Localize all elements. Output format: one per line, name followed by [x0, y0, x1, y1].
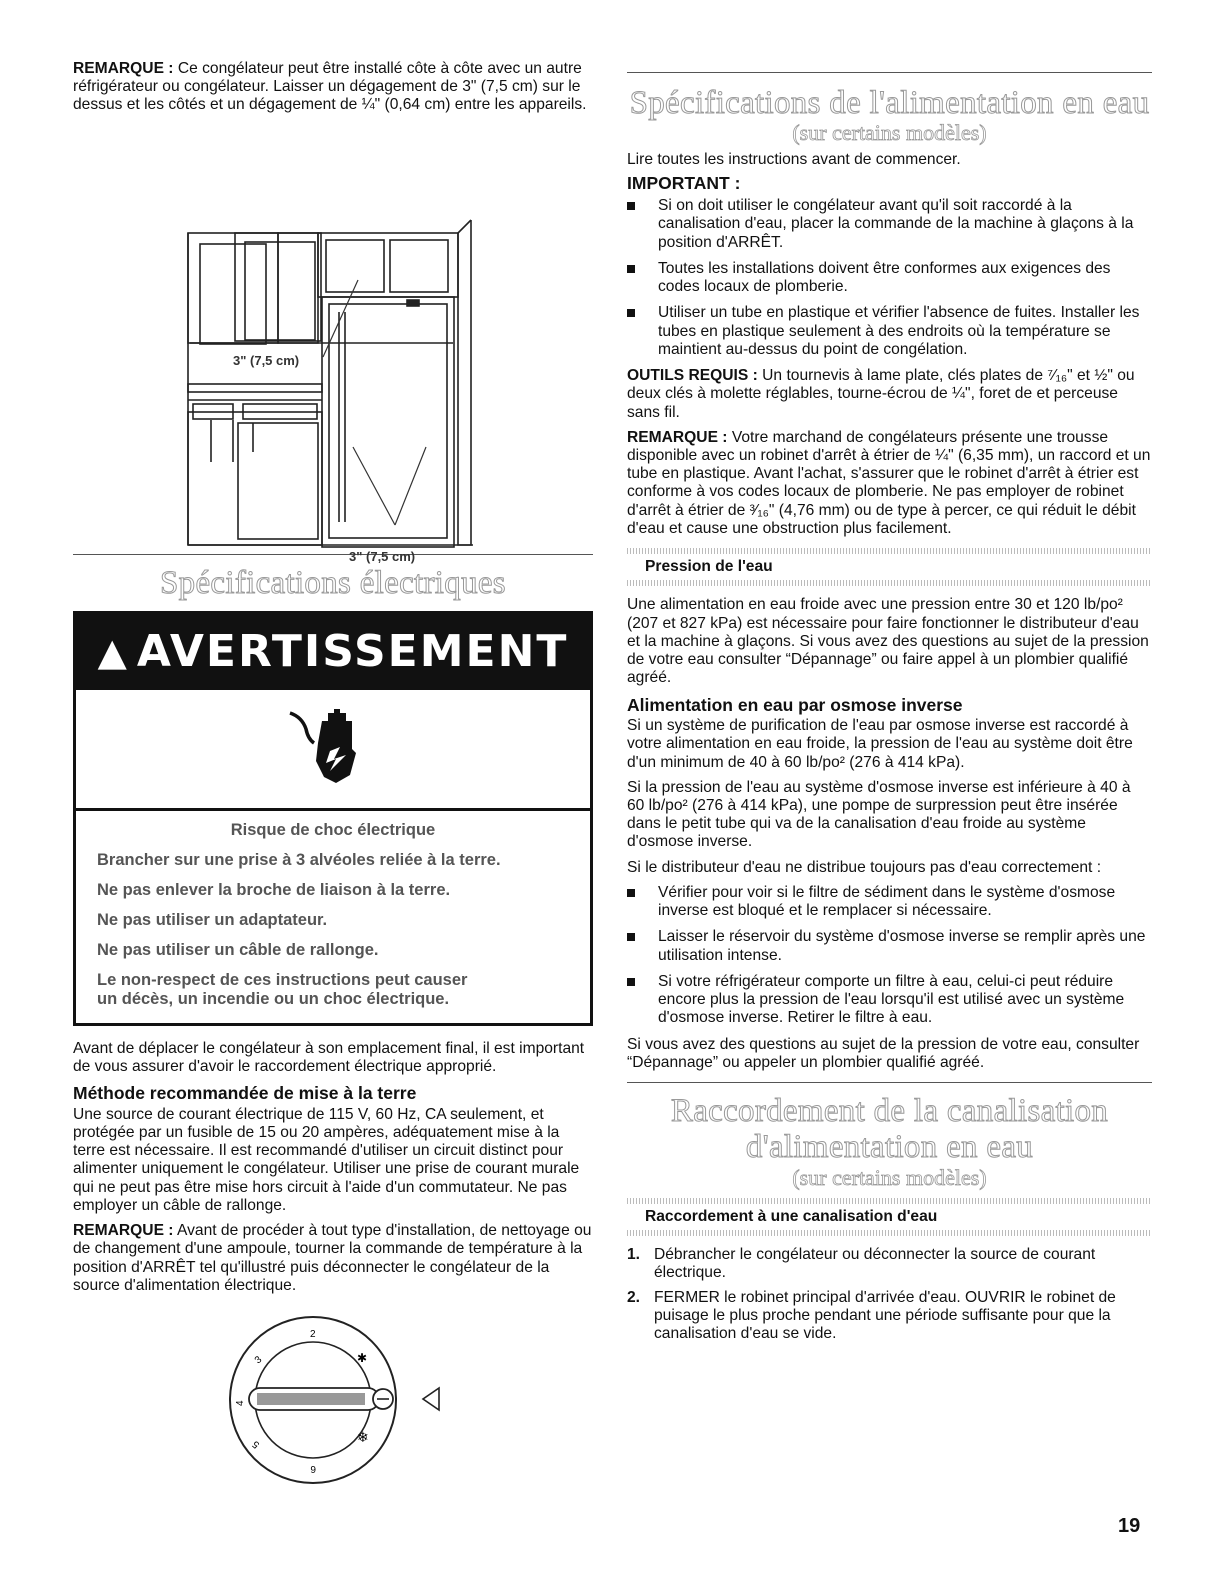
hatched-divider	[627, 580, 1152, 586]
kit-note	[627, 429, 1152, 538]
water-pressure-text: Une alimentation en eau froide avec une pression entre 30 et 120 lb/po² (207 et 827 kPa) est nécessaire pour faire fonctionner le distributeur d'eau et la machine à glaçons. Si vous avez des questions au sujet de la pression de votre eau consulter “Dépannage” ou faire appel à un plombier qualifié agréé.	[627, 596, 1149, 687]
warning-line-2: Brancher sur une prise à 3 alvéoles reliée à la terre.	[97, 850, 501, 869]
note-text: Votre marchand de congélateurs présente une trousse disponible avec un robinet d'arrêt à étrier de ¼" (6,35 mm), un raccord et un tube en plastique. Avant l'achat, s'assurer que le robinet d'arrêt à étrier est conforme à vos codes locaux de plomberie. Ne pas employer de robinet d'arrêt à étrier de ³⁄₁₆" (4,76 mm) ou de type à percer, ce qui réduit le débit d'eau et cause une obstruction plus facilement.	[627, 428, 1151, 537]
warning-line-5: Ne pas utiliser un câble de rallonge.	[97, 940, 379, 959]
square-bullet-icon	[627, 202, 635, 210]
note-label: REMARQUE :	[627, 428, 728, 446]
dial-snowflake-icon: ❄	[357, 1430, 369, 1447]
electric-shock-hand-icon	[278, 699, 388, 799]
grounding-method-text: Une source de courant électrique de 115 V, 60 Hz, CA seulement, et protégée par un fusible de 15 ou 20 ampères, adéquatement mise à la terre est nécessaire. Il est recommandé d'utiliser un circuit distinct pour alimenter uniquement le congélateur. Utiliser une prise de courant murale qui ne peut pas être mise hors circuit à l'aide d'un commutateur. Ne pas employer un câble de rallonge.	[73, 1105, 580, 1214]
step-number: 2.	[627, 1288, 641, 1306]
right-column	[627, 72, 1152, 1349]
section-title-connection-2: d'alimentation en eau	[745, 1129, 1034, 1166]
note2-label: REMARQUE :	[73, 1222, 174, 1240]
tools-label: OUTILS REQUIS :	[627, 367, 758, 385]
step-text: FERMER le robinet principal d'arrivée d'eau. OUVRIR le robinet de puisage le plus proche pendant une période suffisante pour que la canalisation d'eau se vide.	[654, 1288, 1116, 1342]
side-clearance-label: 3" (7,5 cm)	[233, 352, 300, 368]
important-label: IMPORTANT :	[627, 172, 741, 193]
temperature-dial-illustration	[73, 1302, 593, 1492]
warning-title: AVERTISSEMENT	[136, 626, 569, 678]
list-item-text: Laisser le réservoir du système d'osmose inverse se remplir après une utilisation intense.	[658, 928, 1146, 964]
section-subtitle-water: (sur certains modèles)	[792, 120, 987, 146]
warning-triangle-icon: ▲	[97, 629, 129, 674]
warning-icon-area	[76, 690, 590, 811]
note-label: REMARQUE :	[73, 60, 174, 77]
reverse-osmosis-text-1: Si un système de purification de l'eau par osmose inverse est raccordé à votre alimentation en eau froide, la pression de l'eau au système doit être d'un minimum de 40 à 60 lb/po² (276 à 414 kPa).	[627, 717, 1133, 771]
reverse-osmosis-text-2: Si la pression de l'eau au système d'osmose inverse est inférieure à 40 à 60 lb/po² (276 à 414 kPa), une pompe de surpression peut être insérée dans le petit tube qui va de la canalisation d'eau froide au système d'osmose inverse.	[627, 778, 1131, 851]
dial-dot-icon: ✱	[357, 1351, 368, 1366]
cabinet-clearance-illustration	[73, 122, 593, 564]
section-title-water: Spécifications de l'alimentation en eau	[629, 85, 1150, 121]
hatched-divider	[627, 1230, 1152, 1236]
divider	[627, 1082, 1152, 1083]
tools-text: Un tournevis à lame plate, clés plates de ⁷⁄₁₆" et ½" ou deux clés à molette réglables, tourne-écrou de ¼", foret de et perceuse sans fil.	[627, 367, 1135, 421]
square-bullet-icon	[627, 265, 635, 273]
clearance-note	[73, 60, 593, 115]
section-title-electrical: Spécifications électriques	[160, 564, 506, 601]
dial-mark-5: 5	[250, 1438, 262, 1451]
list-item	[627, 260, 1152, 296]
list-item	[627, 928, 1152, 964]
tools-required	[627, 367, 1152, 422]
square-bullet-icon	[627, 309, 635, 317]
important-list	[627, 197, 1152, 359]
warning-box	[73, 611, 593, 1026]
warning-line-3: Ne pas enlever la broche de liaison à la terre.	[97, 880, 451, 899]
square-bullet-icon	[627, 978, 635, 986]
warning-line-6: Le non-respect de ces instructions peut causer un décès, un incendie ou un choc électrique.	[97, 970, 468, 1008]
list-item-text: Toutes les installations doivent être conformes aux exigences des codes locaux de plomberie.	[658, 259, 1111, 296]
note2-text: Avant de procéder à tout type d'installation, de nettoyage ou de changement d'une ampoule, tourner la commande de température à la position d'ARRÊT tel qu'illustré puis déconnecter le congélateur de la source d'alimentation électrique.	[73, 1222, 592, 1294]
electrical-intro: Avant de déplacer le congélateur à son emplacement final, il est important de vous assurer d'avoir le raccordement électrique approprié.	[73, 1039, 585, 1076]
water-intro: Lire toutes les instructions avant de commencer.	[627, 151, 961, 169]
water-pressure-title: Pression de l'eau	[645, 558, 773, 576]
list-item	[627, 973, 1152, 1028]
connection-steps	[627, 1246, 1152, 1343]
warning-line-4: Ne pas utiliser un adaptateur.	[97, 910, 328, 929]
square-bullet-icon	[627, 933, 635, 941]
list-item-text: Vérifier pour voir si le filtre de sédiment dans le système d'osmose inverse est bloqué et le remplacer si nécessaire.	[658, 883, 1116, 920]
section-title-connection-1: Raccordement de la canalisation	[670, 1093, 1109, 1130]
warning-body	[76, 811, 590, 1023]
step-item	[627, 1289, 1152, 1344]
temperature-dial-figure	[73, 1302, 593, 1492]
list-item	[627, 884, 1152, 920]
page-number: 19	[1118, 1515, 1141, 1537]
reverse-osmosis-title: Alimentation en eau par osmose inverse	[627, 694, 963, 715]
connect-water-line-title: Raccordement à une canalisation d'eau	[645, 1207, 938, 1225]
dial-mark-4: 4	[235, 1400, 246, 1407]
divider	[627, 72, 1152, 73]
grounding-method-title: Méthode recommandée de mise à la terre	[73, 1083, 417, 1104]
reverse-osmosis-list	[627, 884, 1152, 1028]
list-item-text: Utiliser un tube en plastique et vérifier l'absence de fuites. Installer les tubes en plastique seulement à des endroits où la température se maintient au-dessus du point de congélation.	[658, 304, 1140, 358]
warning-line-1: Risque de choc électrique	[230, 821, 436, 839]
list-item-text: Si on doit utiliser le congélateur avant qu'il soit raccordé à la canalisation d'eau, placer la commande de la machine à glaçons à la position d'ARRÊT.	[658, 197, 1134, 251]
list-item-text: Si votre réfrigérateur comporte un filtre à eau, celui-ci peut réduire encore plus la pression de l'eau lorsqu'il est utilisé avec un système d'osmose inverse. Retirer le filtre à eau.	[658, 972, 1125, 1027]
bottom-clearance-label: 3" (7,5 cm)	[349, 548, 416, 564]
list-item	[627, 304, 1152, 359]
dial-mark-3: 3	[252, 1354, 265, 1367]
warning-header	[76, 614, 590, 690]
reverse-osmosis-text-3: Si le distributeur d'eau ne distribue toujours pas d'eau correctement :	[627, 858, 1102, 876]
step-number: 1.	[627, 1246, 641, 1264]
note-text: Ce congélateur peut être installé côte à côte avec un autre réfrigérateur ou congélateur. Laisser un dégagement de 3" (7,5 cm) sur le dessus et les côtés et un dégagement de ¼" (0,64 cm) entre les appareils.	[73, 60, 587, 114]
step-item	[627, 1246, 1152, 1282]
installation-figure	[73, 122, 593, 564]
section-subtitle-connection: (sur certains modèles)	[792, 1164, 987, 1190]
list-item	[627, 197, 1152, 252]
square-bullet-icon	[627, 889, 635, 897]
dial-mark-6: 6	[310, 1463, 316, 1475]
dial-mark-2: 2	[310, 1329, 316, 1341]
off-position-note	[73, 1222, 593, 1295]
step-text: Débrancher le congélateur ou déconnecter la source de courant électrique.	[654, 1246, 1096, 1282]
left-column	[73, 60, 593, 1492]
reverse-osmosis-text-4: Si vous avez des questions au sujet de la pression de votre eau, consulter “Dépannage” ou appeler un plombier qualifié agréé.	[627, 1035, 1140, 1071]
